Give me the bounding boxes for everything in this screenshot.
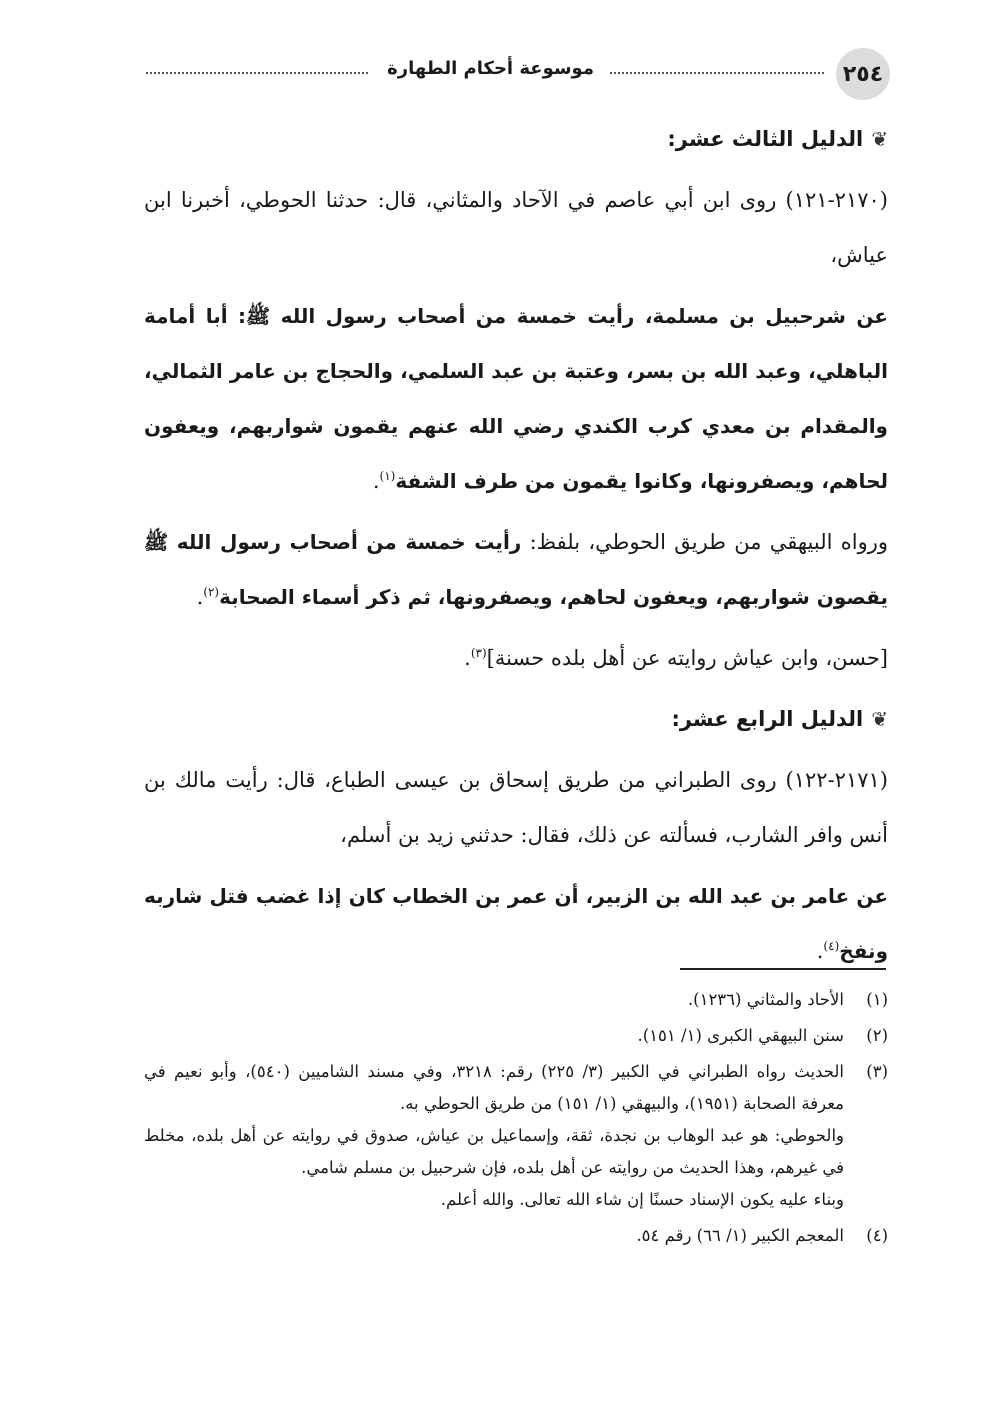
footnote <box>144 1020 888 1052</box>
header-dotted-rule <box>146 72 368 74</box>
book-title: موسوعة أحكام الطهارة <box>387 58 594 79</box>
footnote-ref: (٤) <box>823 939 840 953</box>
footnote-ref: (٣) <box>470 646 487 660</box>
section-heading-text: الدليل الثالث عشر: <box>667 127 864 151</box>
section-heading <box>144 692 888 747</box>
hadith-matn: عن شرحبيل بن مسلمة، رأيت خمسة من أصحاب رسول الله ﷺ: أبا أمامة الباهلي، وعبد الله بن بسر، وعتبة بن عبد السلمي، والحجاج بن عامر الثمالي، والمقدام بن معدي كرب الكندي رضي الله عنهم يقمون شواربهم، ويعفون لحاهم، ويصفرونها، وكانوا يقمون من طرف الشفة$^{(١)}$. <box>144 304 888 493</box>
footnote <box>144 1220 888 1252</box>
footnote <box>144 1056 888 1216</box>
section-heading-text: الدليل الرابع عشر: <box>671 707 864 731</box>
hadith-isnad: (٢١٧٠-١٢١) روى ابن أبي عاصم في الآحاد والمثاني، قال: حدثنا الحوطي، أخبرنا ابن عياش، <box>144 188 888 267</box>
section-heading <box>144 112 888 167</box>
footnote-number: (١) <box>866 990 888 1009</box>
footnote-ref: (١) <box>379 469 396 483</box>
footnote-number: (٤) <box>866 1226 888 1245</box>
footnote-text: المعجم الكبير (١/ ٦٦) رقم ٥٤. <box>636 1226 844 1245</box>
main-text <box>144 112 888 979</box>
page-number-badge: ٢٥٤ <box>836 48 890 100</box>
footnote-text-line: والحوطي: هو عبد الوهاب بن نجدة، ثقة، وإسماعيل بن عياش، صدوق في روايته عن أهل بلده، مخلط في غيرهم، وهذا الحديث من روايته عن أهل بلده، فإن شرحبيل بن مسلم شامي. <box>144 1126 844 1177</box>
riwaya-intro: ورواه البيهقي من طريق الحوطي، بلفظ: <box>521 530 888 554</box>
footnote-text-line: الحديث رواه الطبراني في الكبير (٣/ ٢٢٥) رقم: ٣٢١٨، وفي مسند الشاميين (٥٤٠)، وأبو نعيم في معرفة الصحابة (١٩٥١)، والبيهقي (١/ ١٥١) من طريق الحوطي به. <box>144 1062 844 1113</box>
leaf-ornament-icon: ❦ <box>871 707 888 731</box>
footnote <box>144 984 888 1016</box>
footnote-text: سنن البيهقي الكبرى (١/ ١٥١). <box>637 1026 844 1045</box>
hadith-riwaya: ورواه البيهقي من طريق الحوطي، بلفظ: رأيت خمسة من أصحاب رسول الله ﷺ يقصون شواربهم، ويعفون لحاهم، ويصفرونها، ثم ذكر أسماء الصحابة$^{(٢)}$. <box>144 530 888 609</box>
hadith-matn-text: عن شرحبيل بن مسلمة، رأيت خمسة من أصحاب رسول الله ﷺ: أبا أمامة الباهلي، وعبد الله بن بسر، وعتبة بن عبد السلمي، والحجاج بن عامر الثمالي، والمقدام بن معدي كرب الكندي رضي الله عنهم يقمون شواربهم، ويعفون لحاهم، ويصفرونها، وكانوا يقمون من طرف الشفة <box>144 304 888 493</box>
footnotes <box>144 984 888 1256</box>
hadith-matn: عن عامر بن عبد الله بن الزبير، أن عمر بن الخطاب كان إذا غضب فتل شاربه ونفخ$^{(٤)}$. <box>144 884 888 963</box>
footnote-number: (٣) <box>866 1062 888 1081</box>
footnote-text: الأحاد والمثاني (١٢٣٦). <box>687 990 844 1009</box>
hadith-matn-text: عن عامر بن عبد الله بن الزبير، أن عمر بن الخطاب كان إذا غضب فتل شاربه ونفخ <box>144 884 888 963</box>
leaf-ornament-icon: ❦ <box>871 127 888 151</box>
footnote-text-line: وبناء عليه يكون الإسناد حسنًا إن شاء الله تعالى. والله أعلم. <box>440 1190 844 1209</box>
footnote-number: (٢) <box>866 1026 888 1045</box>
footnote-separator <box>680 968 886 970</box>
riwaya-text: رأيت خمسة من أصحاب رسول الله ﷺ يقصون شواربهم، ويعفون لحاهم، ويصفرونها، ثم ذكر أسماء الصحابة <box>144 530 888 609</box>
hadith-isnad: (٢١٧١-١٢٢) روى الطبراني من طريق إسحاق بن عيسى الطباع، قال: رأيت مالك بن أنس وافر الشارب، فسألته عن ذلك، فقال: حدثني زيد بن أسلم، <box>144 768 888 847</box>
hadith-grade: [حسن، وابن عياش روايته عن أهل بلده حسنة]$^{(٣)}$. <box>464 646 888 670</box>
running-header <box>140 48 890 98</box>
footnote-ref: (٢) <box>203 585 220 599</box>
header-dotted-rule <box>610 72 824 74</box>
grade-text: [حسن، وابن عياش روايته عن أهل بلده حسنة] <box>486 646 888 670</box>
footnote-text <box>144 1056 844 1216</box>
